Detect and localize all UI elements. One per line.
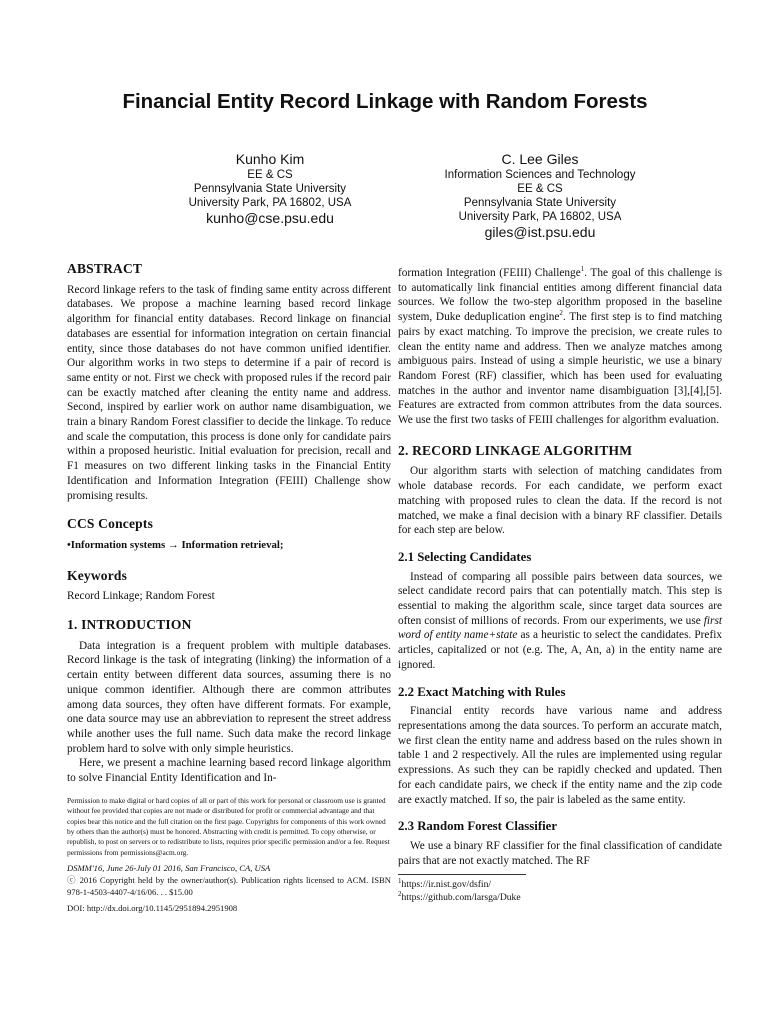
left-column	[67, 262, 391, 914]
section-2-2-heading: 2.2 Exact Matching with Rules	[398, 684, 566, 699]
author-name: C. Lee Giles	[501, 151, 579, 167]
section-2-heading: 2. RECORD LINKAGE ALGORITHM	[398, 442, 633, 458]
copyright-notice: ⓒ 2016 Copyright held by the owner/author(s). Publication rights licensed to ACM. ISBN 978-1-4503-4407-4/16/06. . . $15.00	[67, 875, 391, 898]
footnote-2-mark: 2	[398, 889, 402, 898]
author-block-1	[115, 150, 425, 226]
section-2-3	[398, 819, 722, 868]
intro-rest-text: . The goal of this challenge is to automatically link financial entities among different financial data sources. We follow the two-step algorithm proposed in the baseline system, Duke deduplication engine	[398, 267, 722, 324]
section-2-2	[398, 685, 722, 808]
intro-end-text: . The first step is to find matching pairs by exact matching. To improve the precision, we create rules to clean the entity name and address. Then we analyze matches among ambiguous pairs. Instead of using a simple heuristic, we use a binary Random Forest (RF) classifier, which has been used for evaluating matches in the author and inventor name disambiguation [3],[4],[5]. Features are extracted from common attributes from the data sources. We use the first two tasks of FEIII challenges for algorithm evaluation.	[398, 311, 723, 427]
section-2-text: Our algorithm starts with selection of matching candidates from whole database records. For each candidate, we perform exact matching with proposed rules to clean the data. If the record is not matched, we make a final decision with a binary RF classifier. Details for each step are below.	[398, 465, 722, 537]
conference-info: DSMM'16, June 26-July 01 2016, San Francisco, CA, USA	[67, 863, 271, 874]
footnote-2-link[interactable]: https://github.com/larsga/Duke	[401, 891, 521, 903]
footnote-mark-1: 1	[580, 265, 585, 274]
intro-paragraph-2-continued	[398, 266, 722, 428]
section-2-1-text-a: Instead of comparing all possible pairs between data sources, we select candidate record pairs that can potentially match. This step is essential to making the algorithm scale, since target data sources are often consist of millions of records. From our experiments, we use	[398, 570, 722, 627]
footnote-2	[398, 889, 722, 905]
section-2-2-text: Financial entity records have various name and address representations among the data sources. To perform an accurate match, we first clean the entity name and address based on the rules shown in table 1 and 2 respectively. All the rules are implemented using regular expressions. As such they can be rapidly checked and updated. Then for each candidate pairs, we check if the entity name and the zip code are exactly matched. If so, the pair is labeled as the same entity.	[398, 705, 722, 806]
section-2-3-text: We use a binary RF classifier for the final classification of candidate pairs that are not exactly matched. The RF	[398, 839, 722, 867]
section-2	[398, 444, 722, 538]
author-affiliation: University Park, PA 16802, USA	[188, 197, 352, 209]
section-2-1-text	[398, 570, 722, 673]
intro-paragraph-2: Here, we present a machine learning based record linkage algorithm to solve Financial Entity Identification and In-	[67, 757, 391, 785]
paper-title: Financial Entity Record Linkage with Random Forests	[122, 90, 648, 113]
section-2-1-heuristic: first word of entity name+state	[398, 614, 722, 642]
author-affiliation: Information Sciences and Technology	[444, 169, 636, 181]
introduction-heading: 1. INTRODUCTION	[67, 617, 192, 633]
right-column	[398, 266, 722, 904]
footnote-mark-2: 2	[559, 309, 563, 318]
doi-link[interactable]: http://dx.doi.org/10.1145/2951894.2951908	[86, 903, 238, 914]
author-affiliation: Pennsylvania State University	[193, 183, 347, 195]
footnote-1-mark: 1	[398, 877, 402, 886]
author-email: kunho@cse.psu.edu	[206, 210, 334, 226]
keywords-heading: Keywords	[67, 567, 128, 583]
intro-paragraph-1: Data integration is a frequent problem with multiple databases. Record linkage is the task of integrating (linking) the information of a certain entity between different data sources, assuming there is no unique common identifier. Although there are common attributes among data sources, they often have different formats. For example, one data source may use an abbreviation to represent the street address while another uses the full name. Such data make the record linkage problem hard to solve with only simple heuristics.	[67, 639, 391, 755]
doi-line	[67, 902, 391, 914]
keywords-section	[67, 569, 391, 604]
footnote-1	[398, 879, 722, 892]
ccs-text: •Information systems → Information retrieval;	[67, 538, 284, 551]
section-2-3-heading: 2.3 Random Forest Classifier	[398, 819, 557, 834]
intro-cont-text: formation Integration (FEIII) Challenge	[398, 267, 581, 279]
author-affiliation: EE & CS	[517, 183, 563, 195]
section-2-1-text-b: as a heuristic to select the candidates. Prefix articles, capitalized or not (e.g. The, A, An, a) in the entity name are ignored.	[398, 629, 722, 671]
author-name: Kunho Kim	[235, 151, 305, 167]
abstract-heading: ABSTRACT	[67, 261, 143, 276]
permission-notice: Permission to make digital or hard copies of all or part of this work for personal or classroom use is granted without fee provided that copies are not made or distributed for profit or commercial advantage and that copies bear this notice and the full citation on the first page. Copyrights for components of this work owned by others than the author(s) must be honored. Abstracting with credit is permitted. To copy otherwise, or republish, to post on servers or to redistribute to lists, requires prior specific permission and/or a fee. Request permissions from permissions@acm.org.	[67, 795, 390, 857]
section-2-1-heading: 2.1 Selecting Candidates	[398, 549, 532, 564]
author-block-2	[380, 150, 700, 240]
author-affiliation: University Park, PA 16802, USA	[458, 211, 622, 223]
doi-label: DOI:	[67, 903, 85, 914]
author-affiliation: EE & CS	[247, 169, 293, 181]
keywords-text: Record Linkage; Random Forest	[67, 590, 215, 603]
ccs-heading: CCS Concepts	[67, 516, 154, 532]
ccs-section	[67, 517, 391, 552]
introduction-section	[67, 618, 391, 786]
footnote-1-link[interactable]: https://ir.nist.gov/dsfin/	[401, 879, 492, 891]
footnote-divider	[398, 874, 526, 875]
section-2-1	[398, 550, 722, 673]
author-affiliation: Pennsylvania State University	[463, 197, 617, 209]
abstract-text: Record linkage refers to the task of finding same entity across different databases. We propose a machine learning based record linkage algorithm for financial entity databases. Record linkage on financial databases are essential for information integration on certain financial entity, since those databases do not have common unified identifier. Our algorithm works in two steps to determine if a pair of record is same entity or not. First we check with proposed rules if the record pair can be exactly matched after cleaning the entity name and address. Second, inspired by earlier work on author name disambiguation, we train a binary Random Forest classifier to decide the linkage. To reduce and scale the computation, this process is done only for candidate pairs within a proposed heuristic. Initial evaluation for precision, recall and F1 measures on two different linking tasks in the Financial Entity Identification and Information Integration (FEIII) Challenge show promising results.	[67, 283, 391, 502]
author-email: giles@ist.psu.edu	[484, 224, 596, 240]
